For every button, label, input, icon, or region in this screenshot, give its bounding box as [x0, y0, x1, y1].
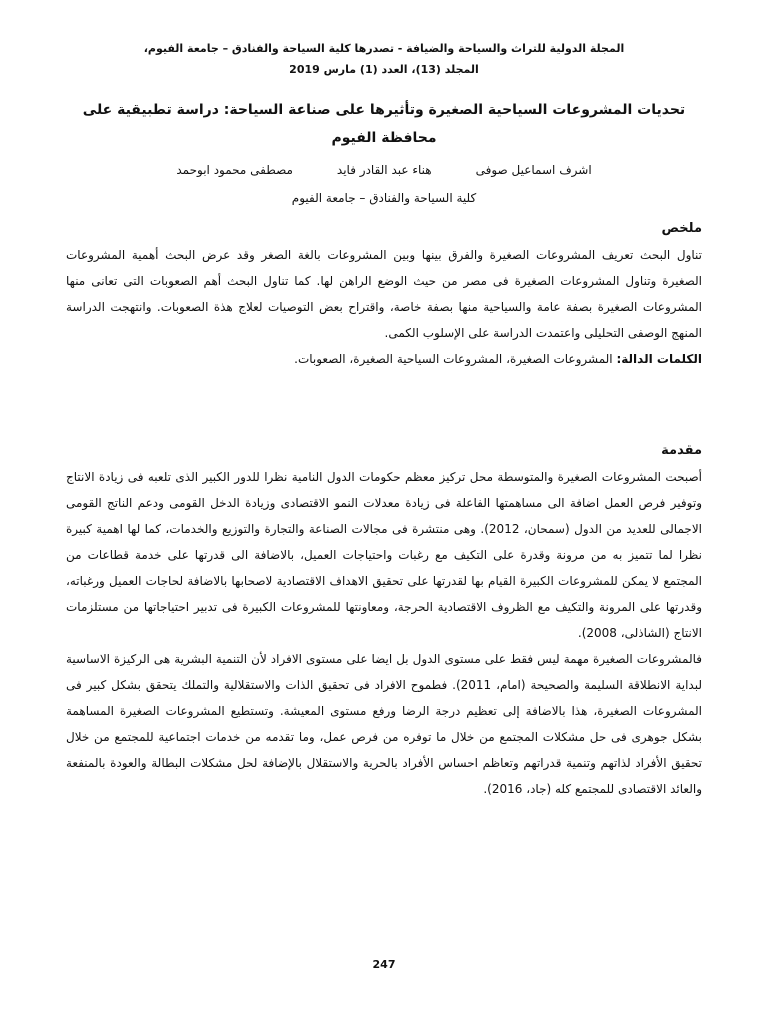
introduction-section — [66, 438, 702, 802]
journal-volume-issue: المجلد (13)، العدد (1) مارس 2019 — [289, 63, 479, 76]
journal-name: المجلة الدولية للتراث والسياحة والضيافة - تصدرها كلية السياحة والفنادق – جامعة الفيوم، — [143, 42, 625, 55]
introduction-paragraph-2: فالمشروعات الصغيرة مهمة ليس فقط على مستوى الدول بل ايضا على مستوى الافراد لأن التنمية البشرية هى الركيزة الاساسية لبداية الانطلاقة السليمة والصحيحة (امام، 2011). فطموح الافراد فى تحقيق الذات والاستقلالية والتملك يتحقق بشكل كبير فى المشروعات الصغيرة، هذا بالاضافة إلى تعظيم درجة الرضا ورفع مستوى المعيشة. وتستطيع المشروعات الصغيرة المساهمة بشكل جوهرى فى حل مشكلات المجتمع من خلال ما توفره من فرص عمل، وما تقدمه من خدمات اجتماعية للمجتمع من خلال تحقيق الأفراد لذاتهم وتنمية قدراتهم وتعاظم احساس الأفراد بالحرية والاستقلال بالإضافة لحل مشكلات البطالة والعودة بالمنفعة والعائد الاقتصادى للمجتمع كله (جاد، 2016). — [66, 652, 702, 796]
abstract-heading: ملخص — [661, 221, 702, 236]
introduction-paragraph-1: أصبحت المشروعات الصغيرة والمتوسطة محل تركيز معظم حكومات الدول النامية نظرا للدور الكبير الذى تلعبه فى زيادة الانتاج وتوفير فرص العمل اضافة الى مساهمتها الفاعلة فى زيادة معدلات النمو الاقتصادى وزيادة الدخل القومى ودعم الناتج القومى الاجمالى للعديد من الدول (سمحان، 2012). وهى منتشرة فى مجالات الصناعة والتجارة والتوزيع والخدمات، كما لها اهمية كبيرة نظرا لما تتميز به من مرونة وقدرة على التكيف مع رغبات واحتياجات العميل، بالاضافة الى قدرتها على خدمة قطاعات من المجتمع لا يمكن للمشروعات الكبيرة القيام بها لقدرتها على تحقيق الاهداف الاقتصادية لاصحابها بالاضافة لحاجات العميل ورغباته، وقدرتها على المرونة والتكيف مع الظروف الاقتصادية الحرجة، ومعاونتها للمشروعات الكبيرة فى تدبير احتياجاتها من مستلزمات الانتاج (الشاذلى، 2008). — [66, 470, 702, 640]
abstract-text: تناول البحث تعريف المشروعات الصغيرة والفرق بينها وبين المشروعات بالغة الصغر وقد عرض البحث أهمية المشروعات الصغيرة وتناول المشروعات الصغيرة فى مصر من حيث الوضع الراهن لها. كما تناول البحث أهم الصعوبات التى تعانى منها المشروعات الصغيرة بصفة عامة والسياحية منها بصفة خاصة، واقتراح بعض التوصيات لعلاج هذة الصعوبات. وانتهجت الدراسة المنهج الوصفى التحليلى واعتمدت الدراسة على الإسلوب الكمى. — [66, 248, 702, 340]
author-1: اشرف اسماعيل صوفى — [475, 163, 592, 177]
abstract-section — [66, 216, 702, 372]
keywords-line — [66, 346, 702, 372]
paper-title: تحديات المشروعات السياحية الصغيرة وتأثيرها على صناعة السياحة: دراسة تطبيقية على محافظة الفيوم — [82, 102, 686, 146]
journal-header — [66, 38, 702, 80]
keywords-label: الكلمات الدالة: — [616, 352, 702, 366]
author-3: مصطفى محمود ابوحمد — [176, 163, 293, 177]
page-number: 247 — [372, 958, 396, 971]
author-list — [66, 156, 702, 184]
author-2: هناء عبد القادر فايد — [336, 163, 432, 177]
document-page — [66, 0, 702, 1024]
keywords-text: المشروعات الصغيرة، المشروعات السياحية الصغيرة، الصعوبات. — [294, 352, 613, 366]
introduction-heading: مقدمة — [661, 443, 702, 458]
affiliation: كلية السياحة والفنادق – جامعة الفيوم — [291, 191, 477, 205]
